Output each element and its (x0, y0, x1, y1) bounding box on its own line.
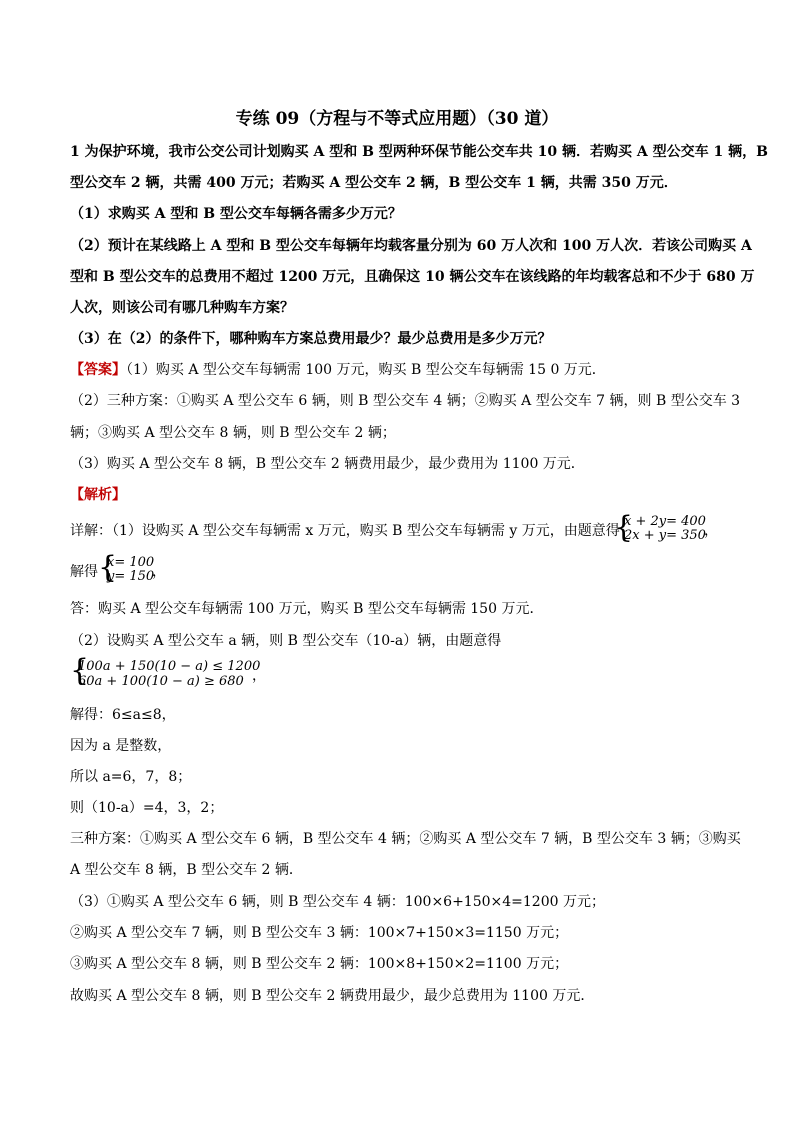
analysis-detail-1: 详解：（1）设购买 A 型公交车每辆需 x 万元，购买 B 型公交车每辆需 y 万元，由题意得 (70, 523, 620, 539)
solution-1-tail: ， (152, 564, 166, 580)
answer-1: （1）购买 A 型公交车每辆需 100 万元，购买 B 型公交车每辆需 15 0 万元． (126, 362, 606, 378)
analysis-tag: 【解析】 (70, 487, 126, 503)
system-1-eq-1: x + 2y= 400 (624, 514, 706, 529)
subquestion-1: （1）求购买 A 型和 B 型公交车每辆各需多少万元？ (70, 206, 402, 222)
question-line-1: 1 为保护环境，我市公交公司计划购买 A 型和 B 型两种环保节能公交车共 10 辆．若购买 A 型公交车 1 辆，B (70, 144, 768, 160)
question-line-2: 型公交车 2 辆，共需 400 万元；若购买 A 型公交车 2 辆，B 型公交车 1 辆，共需 350 万元． (70, 175, 678, 191)
answer-statement-1: 答：购买 A 型公交车每辆需 100 万元，购买 B 型公交车每辆需 150 万元． (70, 601, 544, 617)
subquestion-2-line-1: （2）预计在某线路上 A 型和 B 型公交车每辆年均载客量分别为 60 万人次和 100 万人次．若该公司购买 A (70, 238, 752, 254)
conclusion-line: 故购买 A 型公交车 8 辆，则 B 型公交车 2 辆费用最少，最少总费用为 1100 万元． (70, 988, 595, 1004)
plans-line-2: A 型公交车 8 辆，B 型公交车 2 辆． (70, 862, 303, 878)
subquestion-2-line-2: 型和 B 型公交车的总费用不超过 1200 万元，且确保这 10 辆公交车在该线路的年均载客总和不少于 680 万 (70, 269, 755, 285)
because-line: 因为 a 是整数， (70, 738, 172, 754)
inequality-tail: ， (252, 668, 266, 684)
cost-line-3: ③购买 A 型公交车 8 辆，则 B 型公交车 2 辆：100×8+150×2=1100 万元； (70, 956, 569, 972)
answer-2-line-2: 辆；③购买 A 型公交车 8 辆，则 B 型公交车 2 辆； (70, 425, 396, 441)
solve-2: 解得：6≤a≤8， (70, 707, 176, 723)
solution-1-eq-1: x= 100 (107, 555, 155, 570)
analysis-detail-2: （2）设购买 A 型公交车 a 辆，则 B 型公交车（10-a）辆，由题意得 (70, 633, 502, 649)
system-1-tail: ， (704, 523, 718, 539)
inequality-2: 60a + 100(10 − a) ≥ 680 (78, 674, 244, 689)
system-1-brace: { (614, 510, 634, 545)
system-1-eq-2: 2x + y= 350 (624, 528, 706, 543)
answer-3: （3）购买 A 型公交车 8 辆，B 型公交车 2 辆费用最少，最少费用为 1100 万元． (70, 456, 585, 472)
answer-line-1 (70, 361, 606, 379)
then-line: 则（10-a）=4，3，2； (70, 800, 224, 816)
so-line: 所以 a=6，7，8； (70, 769, 192, 785)
inequality-1: 100a + 150(10 − a) ≤ 1200 (78, 659, 261, 674)
plans-line-1: 三种方案：①购买 A 型公交车 6 辆，B 型公交车 4 辆；②购买 A 型公交车 7 辆，B 型公交车 3 辆；③购买 (70, 831, 741, 847)
solution-1-brace: { (98, 550, 118, 585)
cost-line-2: ②购买 A 型公交车 7 辆，则 B 型公交车 3 辆：100×7+150×3=1150 万元； (70, 925, 569, 941)
cost-line-1: （3）①购买 A 型公交车 6 辆，则 B 型公交车 4 辆：100×6+150×4=1200 万元； (70, 894, 605, 910)
page-title: 专练 09（方程与不等式应用题）（30 道） (235, 109, 559, 129)
answer-2-line-1: （2）三种方案：①购买 A 型公交车 6 辆，则 B 型公交车 4 辆；②购买 A 型公交车 7 辆，则 B 型公交车 3 (70, 393, 741, 409)
subquestion-3: （3）在（2）的条件下，哪种购车方案总费用最少？最少总费用是多少万元？ (70, 331, 552, 347)
answer-tag: 【答案】 (70, 362, 126, 378)
solve-1-label: 解得 (70, 564, 98, 580)
inequality-brace: { (70, 653, 90, 688)
subquestion-2-line-3: 人次，则该公司有哪几种购车方案？ (70, 300, 294, 316)
solution-1-eq-2: y= 150 (107, 569, 155, 584)
